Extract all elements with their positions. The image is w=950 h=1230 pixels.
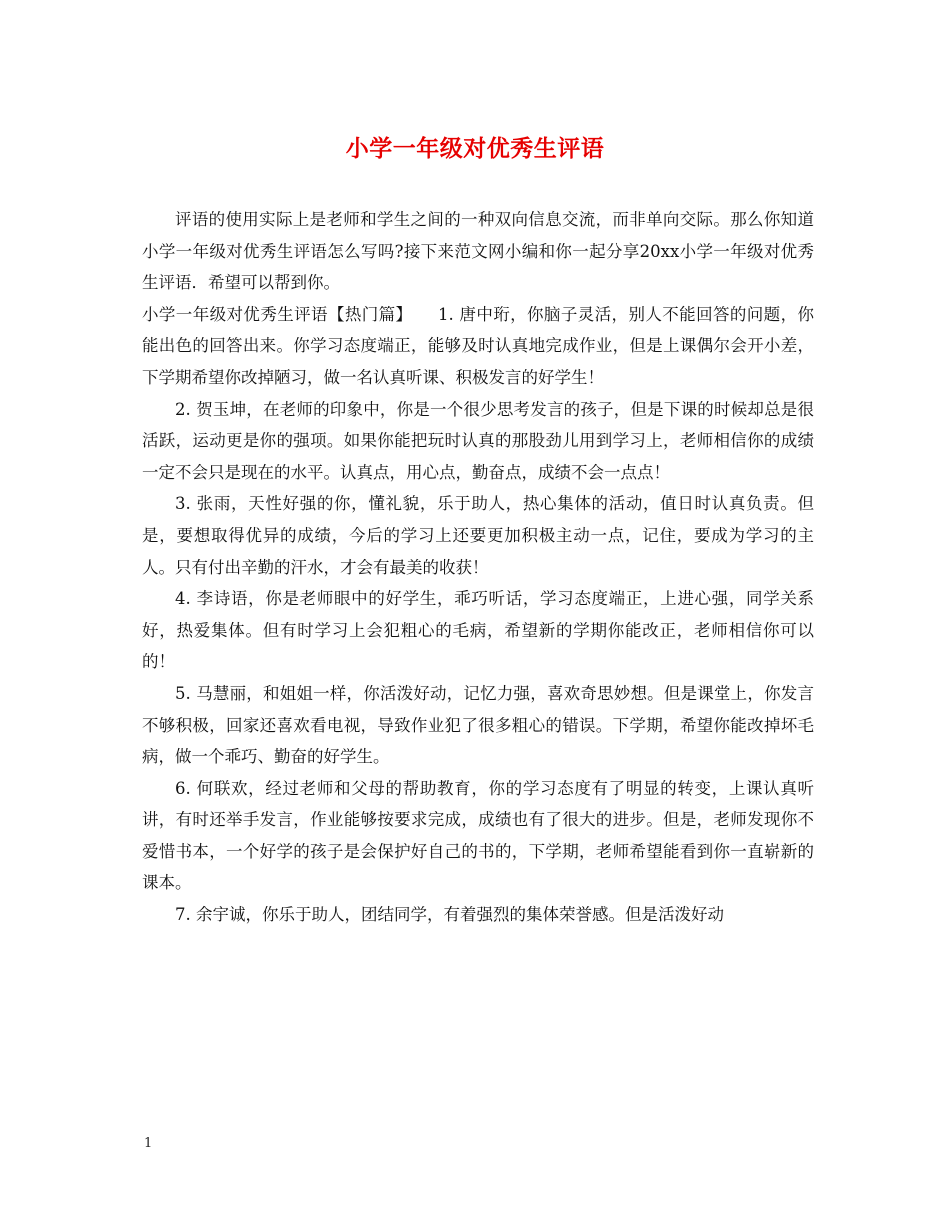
comment-paragraph-3: 3. 张雨，天性好强的你，懂礼貌，乐于助人，热心集体的活动，值日时认真负责。但是，要想取得优异的成绩，今后的学习上还要更加积极主动一点，记住，要成为学习的主人。只有付出辛勤的汗水，才会有最美的收获！ (142, 494, 814, 577)
comment-paragraph-7: 7. 余宇诚，你乐于助人，团结同学，有着强烈的集体荣誉感。但是活泼好动 (175, 905, 724, 925)
comment-paragraph-4: 4. 李诗语，你是老师眼中的好学生，乖巧听话，学习态度端正，上进心强，同学关系好，热爱集体。但有时学习上会犯粗心的毛病，希望新的学期你能改正，老师相信你可以的！ (142, 589, 814, 672)
comment-paragraph-5: 5. 马慧丽，和姐姐一样，你活泼好动，记忆力强，喜欢奇思妙想。但是课堂上，你发言不够积极，回家还喜欢看电视，导致作业犯了很多粗心的错误。下学期，希望你能改掉坏毛病，做一个乖巧、勤奋的好学生。 (142, 683, 814, 767)
intro-paragraph: 评语的使用实际上是老师和学生之间的一种双向信息交流，而非单向交际。那么你知道小学一年级对优秀生评语怎么写吗?接下来范文网小编和你一起分享20xx小学一年级对优秀生评语．希望可以帮到你。 (142, 210, 814, 293)
section-paragraph-1: 小学一年级对优秀生评语【热门篇】 1. 唐中珩，你脑子灵活，别人不能回答的问题，你能出色的回答出来。你学习态度端正，能够及时认真地完成作业，但是上课偶尔会开小差，下学期希望你改掉陋习，做一名认真听课、积极发言的好学生！ (142, 304, 814, 387)
document-title: 小学一年级对优秀生评语 (345, 136, 605, 162)
comment-paragraph-6: 6. 何联欢，经过老师和父母的帮助教育，你的学习态度有了明显的转变，上课认真听讲，有时还举手发言，作业能够按要求完成，成绩也有了很大的进步。但是，老师发现你不爱惜书本，一个好学的孩子是会保护好自己的书的，下学期，老师希望能看到你一直崭新的课本。 (142, 778, 814, 893)
comment-paragraph-2: 2. 贺玉坤，在老师的印象中，你是一个很少思考发言的孩子，但是下课的时候却总是很活跃，运动更是你的强项。如果你能把玩时认真的那股劲儿用到学习上，老师相信你的成绩一定不会只是现在的水平。认真点，用心点，勤奋点，成绩不会一点点！ (142, 399, 814, 482)
document-body (142, 204, 814, 931)
page-number: 1 (144, 1136, 153, 1151)
